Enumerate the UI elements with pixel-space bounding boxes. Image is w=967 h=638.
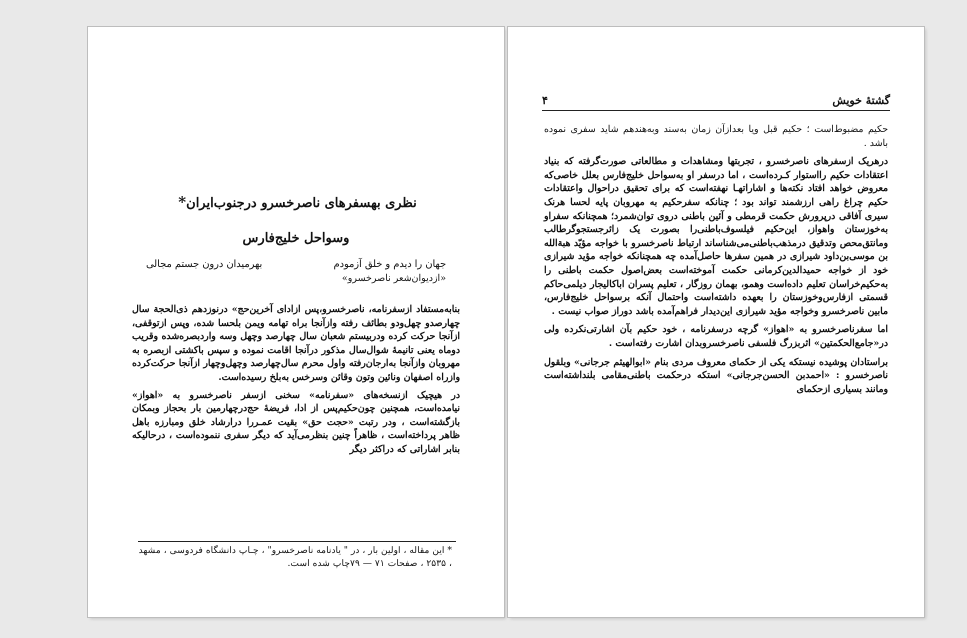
verse-hemistich-2: بهرمیدان درون جستم مجالی [146,259,263,270]
paragraph: بنابه‌مستفاد ازسفرنامه، ناصرخسرو،پس ازادای آخرین‌حج» درنوزدهم ذی‌الحجة سال چهارصدو چهل‌ودو بطائف رفته وازآنجا براه تهامه ویمن بلحسا شده، وپس ازتوقفی، ازآنجا حرکت کرده ودربیستم شعبان سال چهارصد وچهل وسه واردبصره‌شده وقریب دوماه یعنی تانیمهٔ شوال‌سال مذکور درآنجا اقامت نموده و سپس باکشتی ازبصره به مهروبان وازآنجا به‌ارجان‌رفته واول محرم سال‌چهارصد وچهل‌وچهار ازآنجا حرکت‌کرده وازراه اصفهان ونائین وتون وقائن وسرخس به‌بلخ رسیده‌است. [132,304,460,383]
article-title [128,193,464,211]
paragraph: در هیچیک ازنسخه‌های «سفرنامه» سخنی ازسفر ناصرخسرو به «اهواز» نیامده‌است، همچنین چون‌حکیم‌پس از ادا، فریضهٔ حج‌درچهارمین بار بحجاز وبمکان بازگشته‌است ، ودر رتبت «حجت حق» بقیت عمـررا درارشاد خلق ومبارزه باهل ظاهر پرداخته‌است ، ظاهراً چنین بنظرمی‌آید که دیگر سفری ننموده‌است ، درحالیکه بنابر اشاراتی که دراکثر دیگر [132,389,460,455]
article-subtitle: وسواحل خلیج‌فارس [242,231,350,246]
footnote-rule [138,541,456,542]
paragraph: حکیم مضبوط‌است ؛ حکیم قبل ویا بعدازآن زمان به‌سند وبه‌هندهم شاید سفری نموده باشد . [544,124,888,149]
epigraph-verse [146,259,446,284]
page-number: ۴ [542,94,548,107]
left-body-text [132,303,460,461]
footnote-mark: * [178,193,187,211]
running-header [542,87,890,107]
paragraph: درهریک ازسفرهای ناصرخسرو ، تجربتها ومشاهدات و مطالعاتی صورت‌گرفته که بنیاد اعتقادات حکیم رااستوار کـرده‌است ، اما درسفر او به‌سواحل خلیج‌فارس بعلل خاصی‌که معروض خواهد افتاد نکته‌ها و اشاراتهـا نهفته‌است که برای تحقیق دراحوال واعتقادات حکیم چراغ راهی ارزشمند تواند بود ؛ چنانکه سفرحکیم به مهروبان پایه لحسا هرنک سیری آفاقی درپرورش حکمت قرمطی و آئین باطنی دروی توان‌شمرد؛ همچنانکه سفراو به‌خوزستان واهواز، این‌حکیم فیلسوف‌باطنی‌را بصورت یک زائرجستجوگرطالب ومانتق‌محص وتدقیق درمذهب‌باطنی‌می‌شناساند ارتباط ناصرخسرو با خواجه مؤیّد هبة‌الله بن موسی‌بن‌داود شیرازی در همین سفرها حاصل‌آمده چه همچنانکه خواجه مؤید شیرازی خود از خواجه حمیدالدین‌کرمانی حکمت آموخته‌است بعض‌اصول حکمت باطنی را به‌حکیم‌خراسان تعلیم داده‌است وهمو، بهمان روزگار ، تعلیم پسران اباکالیجار دیلمی‌حاکم قسمتی ازفارس‌وخوزستان را بعهده داشته‌است واحتمال آنکه برسواحل خلیج‌فارس، مابین ناصرخسرو وخواجه مؤید شیرازی این‌دیدار فراهم‌آمده باشد دوراز صواب نیست . [544,156,888,317]
right-page [508,27,924,617]
verse-hemistich-1: جهان را دیدم و خلق آزمودم [333,259,446,270]
running-header-title: گشتهٔ خویش [832,94,890,107]
header-rule [542,110,890,111]
left-page [88,27,504,617]
right-body-text [544,123,888,401]
footnote: * این مقاله ، اولین بار ، در " یادنامه ناصرخسرو" ، چـاپ دانشگاه فردوسی ، مشهد ، ۲۵۳۵ ، صفحات ۷۱ — ۷۹چاپ شده است. [138,545,452,569]
paragraph: اما سفرناصرخسرو به «اهواز» گرچه درسفرنامه ، خود حکیم بآن اشارتی‌نکرده ولی در«جامع‌الحکمتین» اثربزرگ فلسفی ناصرخسروبدان اشارت رفته‌است . [544,324,888,349]
verse-source: «ازدیوان‌شعر ناصرخسرو» [341,273,446,284]
title-text: نظری بهسفرهای ناصرخسرو درجنوب‌ایران [186,196,417,211]
paragraph: براستادان پوشیده نیستکه یکی از حکمای معروف مردی بنام «ابوالهیثم جرجانی» وبلقول ناصرخسرو : «احمدبن الحسن‌جرجانی» استکه درحکمت باطنی‌مقامی بلنداشته‌است ومانند بسیاری ازحکمای [544,356,888,395]
